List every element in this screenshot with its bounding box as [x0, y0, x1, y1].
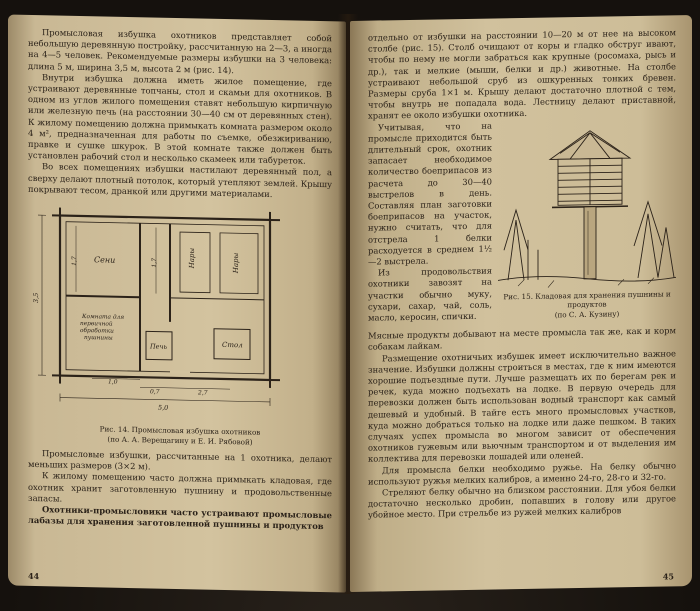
- figure-14-caption: [28, 423, 332, 448]
- figure-15: [498, 117, 676, 327]
- figure-15-caption-source: (по С. А. Кузину): [554, 308, 620, 320]
- right-paragraph-4: Мясные продукты добывают на месте промысла так же, как и корм собакам лайкам.: [368, 325, 676, 352]
- left-paragraph-1: Промысловая избушка охотников представляет собой небольшую деревянную постройку, рассчитанную на 2—3, а иногда на 4—5 человек. Рекомендуемые размеры избушки на 3 человека: длина 5 м, ширина 3,5 м, высота 2 м (рис. 14).: [28, 27, 332, 75]
- plan-dim-total: 5,0: [158, 403, 169, 412]
- left-paragraph-3: Во всех помещениях избушки настилают деревянный пол, а сверху делают плотный потолок, который утепляют землей. Крышу покрывают тесом, дранкой или другими материалами.: [28, 161, 332, 199]
- left-page: [8, 14, 346, 592]
- figure-15-caption: [498, 289, 676, 321]
- plan-label-sleep: Сени: [94, 255, 116, 265]
- plan-label-workroom: Комната для первичной обработки пушнины: [80, 314, 125, 342]
- plan-dim-left-total: 3,5: [32, 292, 40, 304]
- page-number-right: 45: [662, 571, 674, 582]
- plan-dim-bottom-b: 0,7: [150, 388, 160, 396]
- plan-dim-bottom-a: 1,0: [108, 378, 118, 386]
- right-paragraph-7: Стреляют белку обычно на близком расстоянии. Для убоя белки достаточно несколько дробин, попавших в голову или другое убойное место. При стрельбе из ружей мелких калибров: [368, 482, 676, 521]
- figure-15-caption-title: Рис. 15. Кладовая для хранения пушнины и продуктов: [503, 289, 671, 310]
- page-number-left: 44: [28, 570, 40, 581]
- plan-label-table: Стол: [222, 340, 243, 350]
- hut-floor-plan: [30, 201, 330, 427]
- left-paragraph-6: Охотники-промысловики часто устраивают промысловые лабазы для хранения заготовленной пушнины и продуктов: [28, 504, 332, 532]
- plan-label-stove: Печь: [150, 342, 168, 351]
- storage-tower-illustration: [498, 117, 676, 290]
- left-paragraph-2: Внутри избушка должна иметь жилое помещение, где устраивают деревянные топчаны, стол и скамьи для охотников. В одном из углов жилого помещения ставят небольшую кирпичную или железную печь (на расстоянии 30—40 см от деревянных стен). К жилому помещению должна примыкать комната размером около 4 м², предназначенная для работы по съемке, обезжириванию, правке и сушке шкурок. В этой комнате также должен быть установлен рабочий стол и несколько скамеек или табуреток.: [28, 71, 332, 166]
- plan-label-bunk: Нары: [188, 247, 196, 269]
- right-paragraph-3: Из продовольствия охотники завозят на участки обычно муку, сухари, сахар, чай, соль, масло, керосин, спички.: [368, 265, 492, 323]
- right-paragraph-1: отдельно от избушки на расстоянии 10—20 м от нее на высоком столбе (рис. 15). Столб очищают от коры и гладко обструг ивают, чтобы по нему не могли забраться как крупные (росомаха, рысь и др.), так и мелкие (мыши, белки и др.) животные. На столбе устраивают небольшой сруб из ошкуренных тонких бревен. Размеры сруба 1×1 м. Крышу делают достаточно плотной с тем, чтобы внутрь не попадала вода. Лестницу делают приставной, хранят ее около избушки охотника.: [368, 27, 676, 122]
- plan-dim-mid: 1,7: [151, 257, 158, 268]
- left-paragraph-4: Промысловые избушки, рассчитанные на 1 охотника, делают меньших размеров (3×2 м).: [28, 448, 332, 472]
- right-paragraph-6: Для промысла белки необходимо ружье. На белку обычно используют ружья мелких калибров, а именно 24-го, 28-го и 32-го.: [368, 459, 676, 487]
- figure-14-caption-source: (по А. А. Верещагину и Е. И. Рябовой): [107, 434, 253, 447]
- right-paragraph-2: Учитывая, что на промысле приходится быть длительный срок, охотник запасает необходимое количество боеприпасов из расчета до 30—40 выстрелов в день. Составляя план заготовки боеприпасов на участок, нужно считать, что для отстрела 1 белки расходуется в среднем 1½—2 выстрела.: [368, 120, 492, 267]
- figure-14-caption-title: Рис. 14. Промысловая избушка охотников: [99, 424, 261, 437]
- right-page: [350, 15, 692, 592]
- right-paragraph-5: Размещение охотничьих избушек имеет исключительно важное значение. Избушки должны строиться в местах, где к ним имеются хорошие подъездные пути. Лучше размещать их по берегам рек и речек, куда можно подъехать на лодке. В первую очередь для перевозки должен быть использован водный транспорт как самый дешевый и удобный. В тайге есть много промысловых участков, куда можно добраться только на лодке или даже пешком. В таких случаях успех промысла во многом зависит от обеспечения охотников гужевым или вьючным транспортом и от выделения им коллектива для перевозки лошадей или оленей.: [368, 347, 676, 465]
- plan-dim-left-a: 1,7: [71, 256, 78, 266]
- left-paragraph-5: К жилому помещению часто должна примыкать кладовая, где охотник хранит заготовленную пушнину и продовольственные запасы.: [28, 470, 332, 504]
- plan-dim-bottom-c: 2,7: [198, 389, 208, 397]
- plan-label-bunk-2: Нары: [232, 252, 240, 274]
